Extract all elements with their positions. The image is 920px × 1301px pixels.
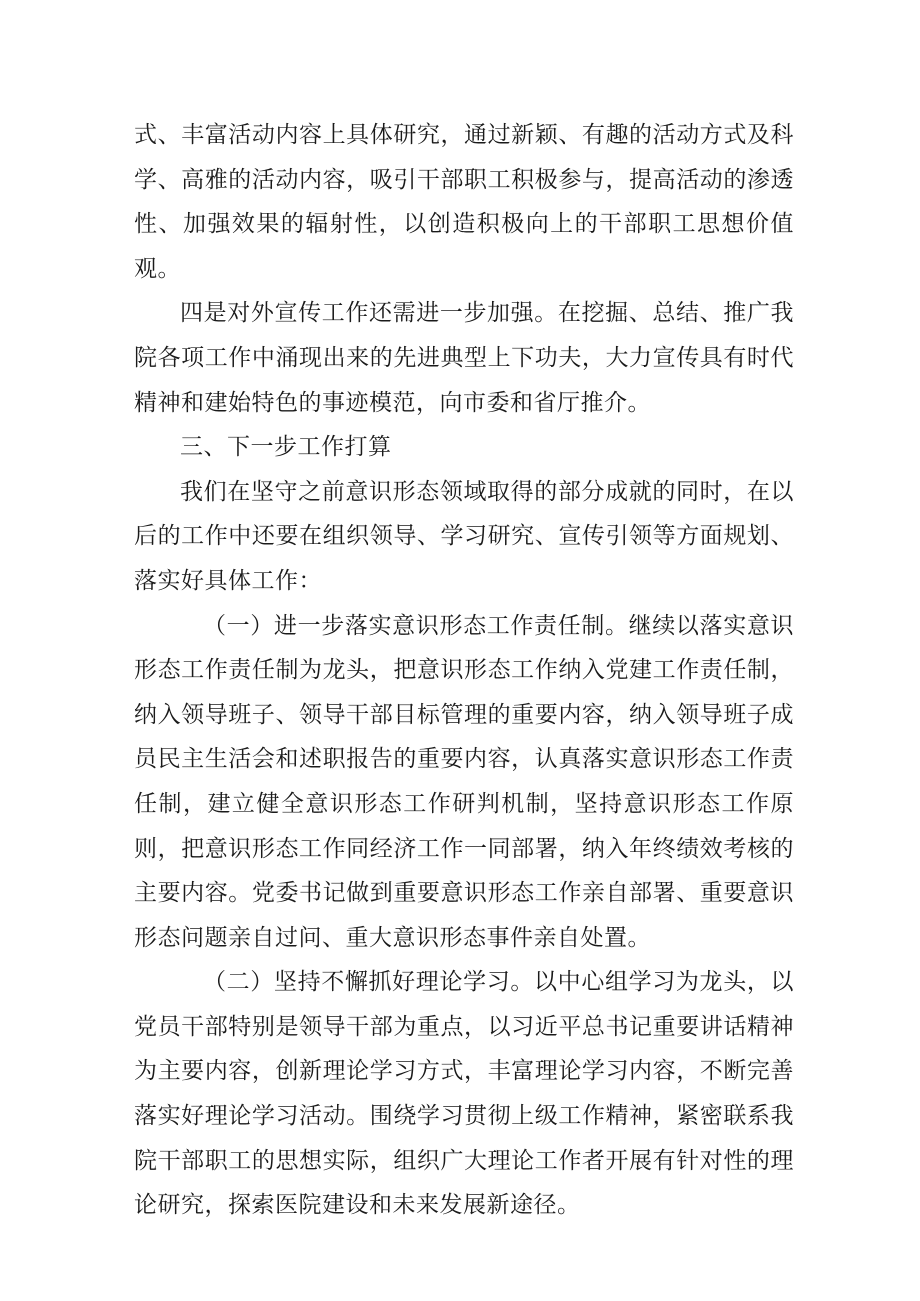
paragraph-publicity: 四是对外宣传工作还需进一步加强。在挖掘、总结、推广我院各项工作中涌现出来的先进典型上下功夫，大力宣传具有时代精神和建始特色的事迹模范，向市委和省厅推介。 [134,300,794,416]
section-heading-next-steps: 三、下一步工作打算 [180,434,392,461]
paragraph-intro-next-steps: 我们在坚守之前意识形态领域取得的部分成就的同时，在以后的工作中还要在组织领导、学习研究、宣传引领等方面规划、落实好具体工作： [134,478,794,594]
paragraph-continued: 式、丰富活动内容上具体研究，通过新颖、有趣的活动方式及科学、高雅的活动内容，吸引干部职工积极参与，提高活动的渗透性、加强效果的辐射性，以创造积极向上的干部职工思想价值观。 [134,122,794,282]
document-body [134,113,794,1228]
paragraph-item-one: （一）进一步落实意识形态工作责任制。继续以落实意识形态工作责任制为龙头，把意识形态工作纳入党建工作责任制，纳入领导班子、领导干部目标管理的重要内容，纳入领导班子成员民主生活会和述职报告的重要内容，认真落实意识形态工作责任制，建立健全意识形态工作研判机制，坚持意识形态工作原则，把意识形态工作同经济工作一同部署，纳入年终绩效考核的主要内容。党委书记做到重要意识形态工作亲自部署、重要意识形态问题亲自过问、重大意识形态事件亲自处置。 [134,612,794,951]
paragraph-item-two: （二）坚持不懈抓好理论学习。以中心组学习为龙头，以党员干部特别是领导干部为重点，以习近平总书记重要讲话精神为主要内容，创新理论学习方式，丰富理论学习内容，不断完善落实好理论学习活动。围绕学习贯彻上级工作精神，紧密联系我院干部职工的思想实际，组织广大理论工作者开展有针对性的理论研究，探索医院建设和未来发展新途径。 [134,969,794,1219]
